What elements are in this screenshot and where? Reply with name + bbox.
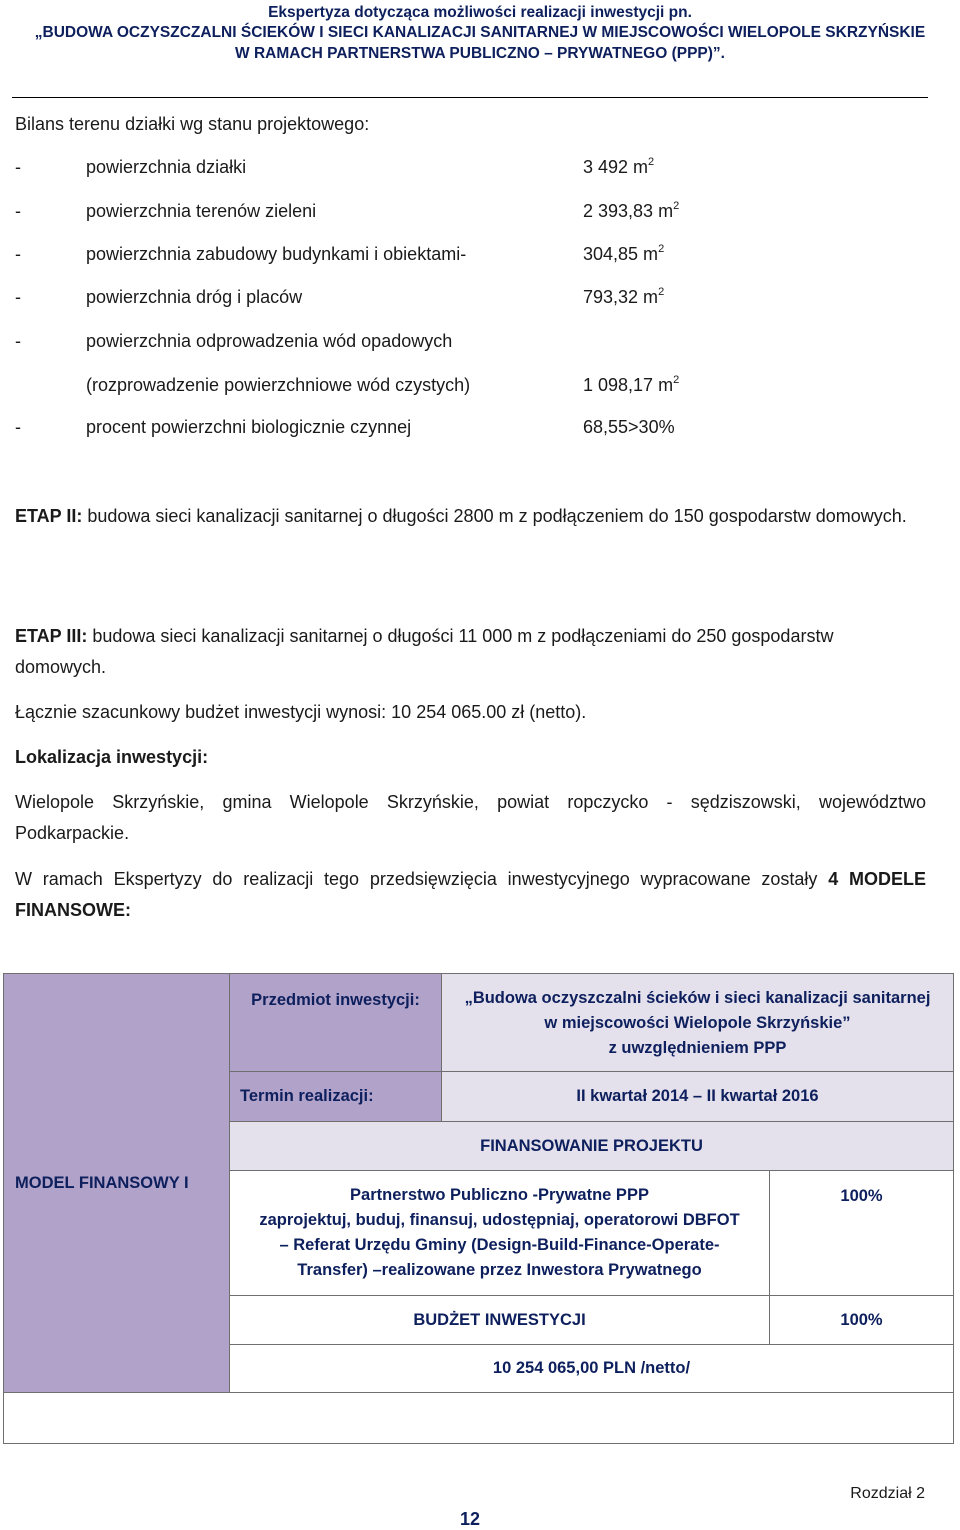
balance-item-label: procent powierzchni biologicznie czynnej	[86, 417, 412, 437]
balance-item-value: 2 393,83 $m^2$	[583, 200, 680, 221]
subject-value-line: z uwzględnieniem PPP	[608, 1039, 787, 1057]
ppp-description-line: – Referat Urzędu Gminy (Design-Build-Finance-Operate-	[279, 1236, 720, 1254]
budget-sentence: Łącznie szacunkowy budżet inwestycji wynosi: 10 254 065.00 zł (netto).	[15, 702, 587, 722]
budget-label-cell: BUDŻET INWESTYCJI	[229, 1295, 770, 1345]
chapter-label: Rozdział 2	[850, 1485, 925, 1502]
balance-item-value: 3 492 $m^2$	[583, 156, 655, 177]
etap-2-paragraph	[15, 501, 926, 532]
subject-value-line: w miejscowości Wielopole Skrzyńskie”	[544, 1014, 851, 1032]
term-label-cell: Termin realizacji:	[229, 1071, 442, 1122]
ppp-description-line: Transfer) –realizowane przez Inwestora Prywatnego	[297, 1261, 702, 1279]
balance-item-value: 304,85 $m^2$	[583, 243, 665, 264]
model-cell: MODEL FINANSOWY I	[3, 973, 230, 1393]
etap-3-paragraph	[15, 621, 926, 683]
etap-3-label: ETAP III:	[15, 626, 88, 646]
ppp-description-cell	[229, 1170, 770, 1296]
budget-share-cell: 100%	[769, 1295, 954, 1345]
balance-dash: -	[15, 331, 21, 351]
budget-amount-cell: 10 254 065,00 PLN /netto/	[229, 1344, 954, 1393]
subject-label-cell: Przedmiot inwestycji:	[229, 973, 442, 1072]
balance-item-label: powierzchnia działki	[86, 157, 247, 177]
etap-2-label: ETAP II:	[15, 506, 83, 526]
balance-dash: -	[15, 201, 21, 221]
etap-3-text: budowa sieci kanalizacji sanitarnej o długości 11 000 m z podłączeniami do 250 gospodarstw domowych.	[15, 626, 834, 677]
financing-header-cell: FINANSOWANIE PROJEKTU	[229, 1121, 954, 1171]
balance-item-label: powierzchnia terenów zieleni	[86, 201, 317, 221]
subject-value-line: „Budowa oczyszczalni ścieków i sieci kanalizacji sanitarnej	[464, 989, 931, 1007]
header-line-2: „BUDOWA OCZYSZCZALNI ŚCIEKÓW I SIECI KANALIZACJI SANITARNEJ W MIEJSCOWOŚCI WIELOPOLE SKRZYŃSKIE	[34, 24, 926, 41]
balance-dash: -	[15, 244, 21, 264]
balance-item-value: 1 098,17 $m^2$	[583, 374, 680, 395]
balance-item-value: 68,55>30%	[583, 417, 675, 437]
balance-dash: -	[15, 417, 21, 437]
header-line-1: Ekspertyza dotycząca możliwości realizacji inwestycji pn.	[268, 4, 692, 21]
balance-dash: -	[15, 287, 21, 307]
models-intro-count: 4 MODELE FINANSOWE:	[15, 869, 926, 920]
term-value-cell: II kwartał 2014 – II kwartał 2016	[441, 1071, 954, 1122]
location-text: Wielopole Skrzyńskie, gmina Wielopole Skrzyńskie, powiat ropczycko - sędziszowski, województwo Podkarpackie.	[15, 792, 926, 843]
balance-item-label: powierzchnia dróg i placów	[86, 287, 303, 307]
ppp-share-cell: 100%	[769, 1170, 954, 1296]
balance-dash: -	[15, 157, 21, 177]
ppp-description-line: zaprojektuj, buduj, finansuj, udostępniaj, operatorowi DBFOT	[259, 1211, 740, 1229]
balance-title: Bilans terenu działki wg stanu projektowego:	[15, 114, 370, 134]
location-heading: Lokalizacja inwestycji:	[15, 747, 209, 767]
models-intro	[15, 864, 926, 926]
page-number: 12	[459, 1509, 481, 1529]
subject-value-cell	[441, 973, 954, 1072]
balance-item-label: powierzchnia odprowadzenia wód opadowych	[86, 331, 453, 351]
ppp-description-line: Partnerstwo Publiczno -Prywatne PPP	[350, 1186, 649, 1204]
balance-item-value: 793,32 $m^2$	[583, 286, 665, 307]
balance-item-label: powierzchnia zabudowy budynkami i obiektami-	[86, 244, 467, 264]
models-intro-text: W ramach Ekspertyzy do realizacji tego przedsięwzięcia inwestycyjnego wypracowane zostały	[15, 869, 829, 889]
balance-item-label: (rozprowadzenie powierzchniowe wód czystych)	[86, 375, 471, 395]
header-rule	[12, 97, 928, 98]
etap-2-text: budowa sieci kanalizacji sanitarnej o długości 2800 m z podłączeniem do 150 gospodarstw domowych.	[82, 506, 907, 526]
header-line-3: W RAMACH PARTNERSTWA PUBLICZNO – PRYWATNEGO (PPP)”.	[235, 45, 725, 62]
